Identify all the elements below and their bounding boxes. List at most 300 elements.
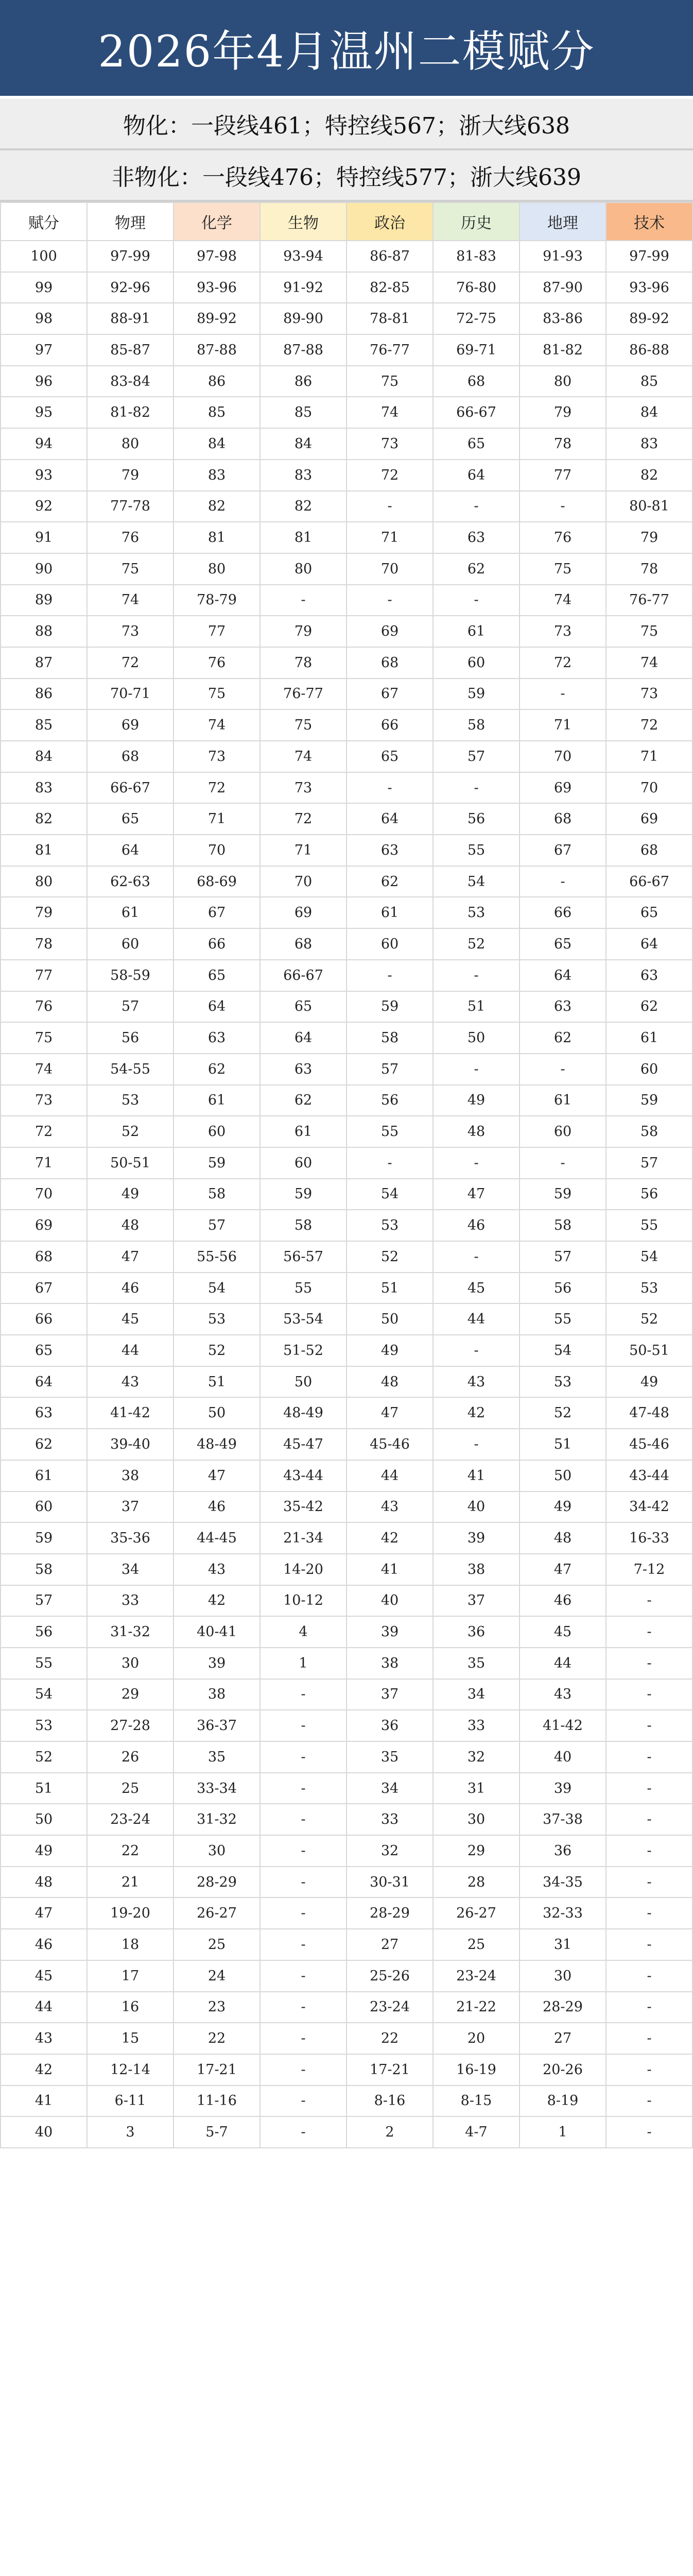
range-cell: 63 [346, 835, 433, 866]
range-cell: 8-16 [346, 2086, 433, 2117]
range-cell: 70 [606, 772, 692, 804]
range-cell: - [346, 585, 433, 616]
range-cell: 60 [346, 928, 433, 960]
range-cell: - [519, 866, 606, 897]
range-cell: - [606, 1773, 692, 1804]
range-cell: - [606, 1710, 692, 1741]
range-cell: 59 [260, 1179, 346, 1210]
score-cell: 42 [1, 2054, 87, 2086]
range-cell: 68 [606, 835, 692, 866]
score-cell: 87 [1, 647, 87, 679]
range-cell: 60 [606, 1054, 692, 1085]
table-row [1, 272, 692, 303]
range-cell: 62 [260, 1085, 346, 1116]
range-cell: 71 [606, 741, 692, 772]
range-cell: 52 [346, 1241, 433, 1273]
score-cell: 43 [1, 2023, 87, 2054]
table-row [1, 616, 692, 647]
range-cell: 59 [174, 1147, 260, 1179]
score-cell: 77 [1, 960, 87, 991]
range-cell: - [606, 1648, 692, 1679]
column-header: 地理 [519, 202, 606, 241]
range-cell: 11-16 [174, 2086, 260, 2117]
range-cell: 52 [606, 1303, 692, 1335]
table-row [1, 2086, 692, 2117]
range-cell: 45-47 [260, 1429, 346, 1460]
range-cell: 5-7 [174, 2116, 260, 2148]
score-cell: 52 [1, 1741, 87, 1773]
range-cell: - [433, 1429, 519, 1460]
range-cell: 62 [433, 553, 519, 585]
table-row [1, 1054, 692, 1085]
table-row [1, 1210, 692, 1241]
table-row [1, 1585, 692, 1617]
range-cell: 34-42 [606, 1492, 692, 1523]
range-cell: 28 [433, 1867, 519, 1898]
range-cell: 61 [346, 897, 433, 928]
score-cell: 66 [1, 1303, 87, 1335]
range-cell: 43-44 [606, 1460, 692, 1492]
range-cell: 37-38 [519, 1804, 606, 1835]
range-cell: 43 [433, 1366, 519, 1398]
table-row [1, 1835, 692, 1867]
range-cell: - [606, 1679, 692, 1710]
table-row [1, 1773, 692, 1804]
range-cell: 45 [87, 1303, 174, 1335]
range-cell: 37 [433, 1585, 519, 1617]
range-cell: 56 [606, 1179, 692, 1210]
score-cell: 80 [1, 866, 87, 897]
range-cell: 63 [519, 991, 606, 1023]
range-cell: 7-12 [606, 1554, 692, 1585]
range-cell: 67 [174, 897, 260, 928]
range-cell: 47 [519, 1554, 606, 1585]
range-cell: - [260, 1897, 346, 1929]
range-cell: 69 [346, 616, 433, 647]
range-cell: 47 [174, 1460, 260, 1492]
range-cell: 69 [519, 772, 606, 804]
column-header: 政治 [346, 202, 433, 241]
range-cell: 51 [346, 1273, 433, 1304]
range-cell: 87-88 [174, 334, 260, 366]
range-cell: 64 [433, 460, 519, 491]
table-row [1, 991, 692, 1023]
score-cell: 91 [1, 522, 87, 553]
table-row [1, 928, 692, 960]
table-row [1, 1303, 692, 1335]
column-header: 生物 [260, 202, 346, 241]
table-row [1, 1741, 692, 1773]
range-cell: 50 [433, 1022, 519, 1054]
range-cell: 68 [87, 741, 174, 772]
range-cell: 49 [519, 1492, 606, 1523]
range-cell: 41-42 [87, 1397, 174, 1429]
table-row [1, 303, 692, 334]
range-cell: 69 [87, 709, 174, 741]
range-cell: 86 [174, 366, 260, 397]
range-cell: 70 [260, 866, 346, 897]
range-cell: 47 [433, 1179, 519, 1210]
score-cell: 99 [1, 272, 87, 303]
table-row [1, 460, 692, 491]
column-header: 物理 [87, 202, 174, 241]
range-cell: 53 [433, 897, 519, 928]
range-cell: 3 [87, 2116, 174, 2148]
score-cell: 88 [1, 616, 87, 647]
range-cell: 68 [433, 366, 519, 397]
range-cell: 25-26 [346, 1960, 433, 1992]
range-cell: 56 [346, 1085, 433, 1116]
table-row [1, 772, 692, 804]
range-cell: 58 [260, 1210, 346, 1241]
column-header: 化学 [174, 202, 260, 241]
range-cell: - [606, 1585, 692, 1617]
range-cell: - [606, 1804, 692, 1835]
range-cell: 65 [519, 928, 606, 960]
range-cell: 82-85 [346, 272, 433, 303]
range-cell: - [260, 1679, 346, 1710]
range-cell: - [260, 1960, 346, 1992]
range-cell: 40-41 [174, 1616, 260, 1648]
score-cell: 50 [1, 1804, 87, 1835]
range-cell: - [606, 1741, 692, 1773]
range-cell: 48 [433, 1116, 519, 1147]
range-cell: 80 [260, 553, 346, 585]
range-cell: 64 [606, 928, 692, 960]
range-cell: 62 [519, 1022, 606, 1054]
range-cell: - [346, 960, 433, 991]
range-cell: - [260, 1710, 346, 1741]
table-row [1, 1273, 692, 1304]
score-cell: 59 [1, 1522, 87, 1554]
range-cell: 44 [519, 1648, 606, 1679]
range-cell: 62 [606, 991, 692, 1023]
range-cell: 30 [433, 1804, 519, 1835]
range-cell: 44 [433, 1303, 519, 1335]
score-table [0, 202, 693, 2148]
range-cell: 56 [519, 1273, 606, 1304]
range-cell: 28-29 [346, 1897, 433, 1929]
table-row [1, 1929, 692, 1960]
range-cell: 43 [87, 1366, 174, 1398]
range-cell: 61 [519, 1085, 606, 1116]
range-cell: - [260, 1992, 346, 2023]
range-cell: 86-87 [346, 241, 433, 272]
range-cell: 83 [174, 460, 260, 491]
range-cell: 74 [606, 647, 692, 679]
range-cell: 68 [519, 803, 606, 835]
range-cell: 53-54 [260, 1303, 346, 1335]
score-cell: 85 [1, 709, 87, 741]
range-cell: 61 [87, 897, 174, 928]
range-cell: 82 [174, 491, 260, 522]
range-cell: 88-91 [87, 303, 174, 334]
range-cell: 25 [433, 1929, 519, 1960]
range-cell: 52 [174, 1335, 260, 1366]
range-cell: 81-82 [519, 334, 606, 366]
range-cell: 2 [346, 2116, 433, 2148]
range-cell: 62 [174, 1054, 260, 1085]
range-cell: 23-24 [87, 1804, 174, 1835]
range-cell: 68-69 [174, 866, 260, 897]
range-cell: 69 [260, 897, 346, 928]
range-cell: 41 [433, 1460, 519, 1492]
range-cell: - [433, 491, 519, 522]
range-cell: 20-26 [519, 2054, 606, 2086]
range-cell: 80-81 [606, 491, 692, 522]
range-cell: 60 [519, 1116, 606, 1147]
score-cell: 64 [1, 1366, 87, 1398]
range-cell: 50 [260, 1366, 346, 1398]
range-cell: 97-99 [606, 241, 692, 272]
range-cell: 44-45 [174, 1522, 260, 1554]
range-cell: 57 [519, 1241, 606, 1273]
range-cell: - [433, 1335, 519, 1366]
range-cell: 14-20 [260, 1554, 346, 1585]
range-cell: 74 [346, 397, 433, 428]
range-cell: 73 [606, 679, 692, 710]
range-cell: 36-37 [174, 1710, 260, 1741]
range-cell: 34 [433, 1679, 519, 1710]
range-cell: 68 [346, 647, 433, 679]
range-cell: 64 [346, 803, 433, 835]
range-cell: - [260, 1804, 346, 1835]
physics-chem-lines: 物化：一段线461；特控线567；浙大线638 [0, 99, 693, 150]
range-cell: 60 [433, 647, 519, 679]
range-cell: 76-77 [606, 585, 692, 616]
range-cell: 59 [433, 679, 519, 710]
range-cell: 35 [346, 1741, 433, 1773]
score-cell: 86 [1, 679, 87, 710]
range-cell: 75 [606, 616, 692, 647]
range-cell: 93-94 [260, 241, 346, 272]
table-row [1, 960, 692, 991]
range-cell: 54 [606, 1241, 692, 1273]
table-row [1, 803, 692, 835]
range-cell: 92-96 [87, 272, 174, 303]
range-cell: 42 [174, 1585, 260, 1617]
range-cell: 45 [433, 1273, 519, 1304]
table-row [1, 428, 692, 460]
range-cell: 39 [519, 1773, 606, 1804]
score-cell: 97 [1, 334, 87, 366]
table-row [1, 1397, 692, 1429]
range-cell: 76-77 [260, 679, 346, 710]
table-row [1, 1022, 692, 1054]
score-cell: 89 [1, 585, 87, 616]
range-cell: 16-19 [433, 2054, 519, 2086]
range-cell: 43-44 [260, 1460, 346, 1492]
range-cell: - [606, 1835, 692, 1867]
score-cell: 53 [1, 1710, 87, 1741]
range-cell: 79 [87, 460, 174, 491]
range-cell: 51 [519, 1429, 606, 1460]
range-cell: 78-81 [346, 303, 433, 334]
range-cell: 83-86 [519, 303, 606, 334]
range-cell: 72 [260, 803, 346, 835]
range-cell: 48-49 [260, 1397, 346, 1429]
range-cell: 66-67 [606, 866, 692, 897]
table-row [1, 1616, 692, 1648]
range-cell: 80 [87, 428, 174, 460]
score-cell: 46 [1, 1929, 87, 1960]
range-cell: 33 [433, 1710, 519, 1741]
range-cell: - [606, 2023, 692, 2054]
range-cell: 82 [260, 491, 346, 522]
range-cell: 78 [519, 428, 606, 460]
range-cell: 57 [174, 1210, 260, 1241]
range-cell: 97-98 [174, 241, 260, 272]
score-cell: 92 [1, 491, 87, 522]
range-cell: 39 [433, 1522, 519, 1554]
range-cell: 58 [519, 1210, 606, 1241]
range-cell: - [606, 1616, 692, 1648]
score-cell: 48 [1, 1867, 87, 1898]
range-cell: 61 [433, 616, 519, 647]
range-cell: 76 [519, 522, 606, 553]
range-cell: 75 [519, 553, 606, 585]
range-cell: 1 [519, 2116, 606, 2148]
range-cell: 93-96 [174, 272, 260, 303]
range-cell: 50 [346, 1303, 433, 1335]
range-cell: 83 [606, 428, 692, 460]
range-cell: - [260, 1867, 346, 1898]
range-cell: 55-56 [174, 1241, 260, 1273]
range-cell: 53 [519, 1366, 606, 1398]
range-cell: 63 [433, 522, 519, 553]
table-row [1, 1147, 692, 1179]
range-cell: 86-88 [606, 334, 692, 366]
range-cell: 37 [87, 1492, 174, 1523]
range-cell: 51 [174, 1366, 260, 1398]
range-cell: 70 [174, 835, 260, 866]
range-cell: 59 [606, 1085, 692, 1116]
range-cell: 75 [346, 366, 433, 397]
range-cell: 54-55 [87, 1054, 174, 1085]
range-cell: 55 [606, 1210, 692, 1241]
range-cell: 52 [433, 928, 519, 960]
range-cell: - [606, 2054, 692, 2086]
range-cell: 25 [174, 1929, 260, 1960]
range-cell: 55 [433, 835, 519, 866]
range-cell: 70-71 [87, 679, 174, 710]
range-cell: 38 [174, 1679, 260, 1710]
table-row [1, 1335, 692, 1366]
range-cell: 49 [606, 1366, 692, 1398]
range-cell: 28-29 [519, 1992, 606, 2023]
range-cell: 26-27 [174, 1897, 260, 1929]
table-row [1, 1085, 692, 1116]
range-cell: 79 [260, 616, 346, 647]
table-row [1, 741, 692, 772]
range-cell: 61 [260, 1116, 346, 1147]
range-cell: 58 [606, 1116, 692, 1147]
range-cell: 19-20 [87, 1897, 174, 1929]
range-cell: 63 [174, 1022, 260, 1054]
range-cell: 35-42 [260, 1492, 346, 1523]
column-header: 历史 [433, 202, 519, 241]
range-cell: 78 [606, 553, 692, 585]
range-cell: 23-24 [346, 1992, 433, 2023]
range-cell: 57 [87, 991, 174, 1023]
range-cell: 30 [87, 1648, 174, 1679]
range-cell: 25 [87, 1773, 174, 1804]
score-cell: 93 [1, 460, 87, 491]
range-cell: 85 [174, 397, 260, 428]
range-cell: 22 [174, 2023, 260, 2054]
range-cell: 84 [260, 428, 346, 460]
score-cell: 54 [1, 1679, 87, 1710]
range-cell: 39 [174, 1648, 260, 1679]
score-cell: 82 [1, 803, 87, 835]
range-cell: 35-36 [87, 1522, 174, 1554]
range-cell: 4 [260, 1616, 346, 1648]
range-cell: - [606, 1929, 692, 1960]
range-cell: 48 [87, 1210, 174, 1241]
range-cell: 84 [606, 397, 692, 428]
range-cell: 65 [606, 897, 692, 928]
range-cell: 81-82 [87, 397, 174, 428]
range-cell: 26 [87, 1741, 174, 1773]
range-cell: 22 [87, 1835, 174, 1867]
score-cell: 58 [1, 1554, 87, 1585]
page-title: 2026年4月温州二模赋分 [0, 0, 693, 99]
range-cell: 51 [433, 991, 519, 1023]
range-cell: 38 [433, 1554, 519, 1585]
range-cell: 83-84 [87, 366, 174, 397]
range-cell: 29 [87, 1679, 174, 1710]
range-cell: 85 [606, 366, 692, 397]
range-cell: 69-71 [433, 334, 519, 366]
range-cell: 44 [346, 1460, 433, 1492]
range-cell: 50-51 [606, 1335, 692, 1366]
range-cell: 55 [519, 1303, 606, 1335]
range-cell: 79 [606, 522, 692, 553]
range-cell: 58 [346, 1022, 433, 1054]
score-cell: 67 [1, 1273, 87, 1304]
table-row [1, 1116, 692, 1147]
range-cell: 33-34 [174, 1773, 260, 1804]
score-cell: 72 [1, 1116, 87, 1147]
range-cell: 65 [433, 428, 519, 460]
range-cell: 31 [433, 1773, 519, 1804]
range-cell: 21-22 [433, 1992, 519, 2023]
range-cell: 50-51 [87, 1147, 174, 1179]
range-cell: 97-99 [87, 241, 174, 272]
table-row [1, 897, 692, 928]
range-cell: 35 [433, 1648, 519, 1679]
score-cell: 57 [1, 1585, 87, 1617]
score-cell: 90 [1, 553, 87, 585]
range-cell: 48-49 [174, 1429, 260, 1460]
range-cell: 46 [519, 1585, 606, 1617]
table-row [1, 835, 692, 866]
range-cell: 55 [260, 1273, 346, 1304]
range-cell: 82 [606, 460, 692, 491]
range-cell: 79 [519, 397, 606, 428]
range-cell: 81 [174, 522, 260, 553]
range-cell: 87-90 [519, 272, 606, 303]
range-cell: - [433, 960, 519, 991]
range-cell: - [260, 585, 346, 616]
range-cell: 39 [346, 1616, 433, 1648]
range-cell: - [519, 491, 606, 522]
range-cell: 12-14 [87, 2054, 174, 2086]
range-cell: 66-67 [87, 772, 174, 804]
range-cell: 56 [87, 1022, 174, 1054]
range-cell: 91-92 [260, 272, 346, 303]
score-cell: 94 [1, 428, 87, 460]
